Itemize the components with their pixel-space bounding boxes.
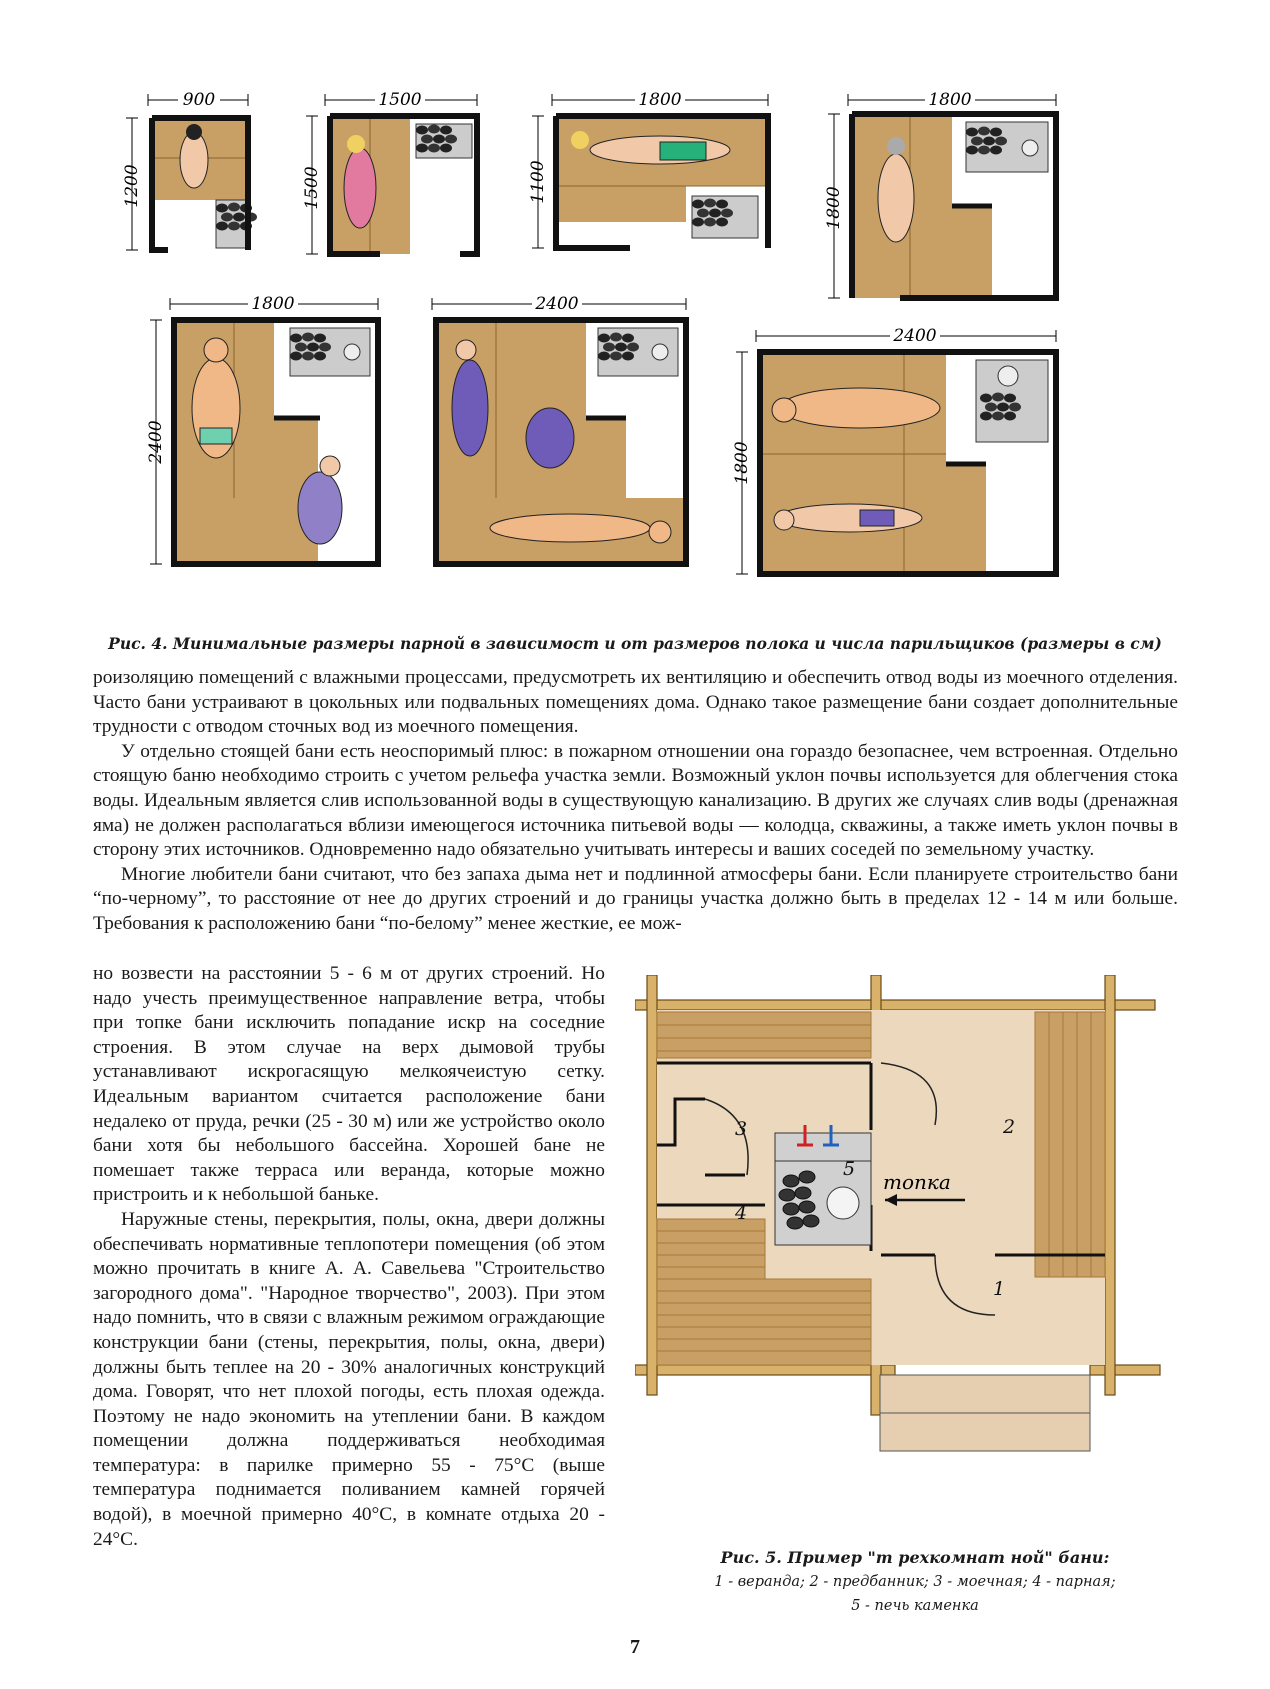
figure-5-caption-line2: 5 - печь каменка <box>851 1598 979 1614</box>
plan-1800x1800 <box>824 90 1056 298</box>
figure-5-caption <box>655 1546 1175 1618</box>
dim-900: 900 <box>182 90 216 110</box>
plan-1500x1500 <box>302 90 478 254</box>
dim-1100: 1100 <box>528 160 548 204</box>
paragraph-4: но возвести на расстоянии 5 - 6 м от других строений. Но надо учесть преимущественное направление ветра, чтобы при топке бани исключить попадание искр на соседние строения. В этом случае на верх дымовой трубы устанавливают искрогасящую мелкоячеистую сетку. Идеальным вариантом считается расположение бани недалеко от пруда, речки (25 - 30 м) или же устройство около бани хотя бы небольшого бассейна. Хорошей бане не помешает также терраса или веранда, которые можно пристроить и к небольшой баньке. <box>93 963 605 1206</box>
label-room-2: 2 <box>1003 1116 1016 1138</box>
dim-1800-e: 1800 <box>732 441 752 485</box>
plan-2400-two-people <box>432 294 686 564</box>
label-room-5: 5 <box>843 1158 856 1180</box>
label-stoke: топка <box>883 1170 951 1194</box>
paragraph-5: Наружные стены, перекрытия, полы, окна, двери должны обеспечивать нормативные теплопотери помещения (об этом можно прочитать в книге А. А. Савельева "Строительство загородного дома". "Народное творчество", 2003). При этом надо помнить, что в связи с влажным режимом ограждающие конструкции бани (стены, перекрытия, полы, окна, двери) должны быть теплее на 20 - 30% аналогичных конструкций дома. Говорят, что нет плохой погоды, есть плохая одежда. Поэтому не надо экономить на утеплении бани. В каждом помещении должна поддерживаться необходимая температура: в парилке примерно 55 - 75°С (выше температура поднимается поливанием камней горячей водой), в моечной примерно 40°С, в комнате отдыха 20 - 24°С. <box>93 1208 605 1550</box>
dim-2400-a: 2400 <box>146 420 166 464</box>
label-room-1: 1 <box>993 1278 1006 1300</box>
figure-5-caption-line1: 1 - веранда; 2 - предбанник; 3 - моечная; 4 - парная; <box>714 1574 1116 1590</box>
dim-1800-c: 1800 <box>824 186 844 230</box>
label-room-4: 4 <box>735 1202 748 1224</box>
figure-4 <box>120 88 1160 628</box>
dim-1200: 1200 <box>122 164 142 208</box>
paragraph-2: У отдельно стоящей бани есть неоспоримый плюс: в пожарном отношении она гораздо безопаснее, чем встроенная. Отдельно стоящую баню необходимо строить с учетом рельефа участка земли. Возможный уклон почвы используется для облегчения стока воды. Идеальным является слив использованной воды в существующую канализацию. В других же случаях слив воды (дренажная яма) не должен располагаться вблизи имеющегося источника питьевой воды — колодца, скважины, а также иметь уклон почвы в сторону этих источников. Одновременно надо обязательно учитывать интересы и ваших соседей по земельному участку. <box>93 740 1178 861</box>
plan-1800x2400 <box>146 294 378 564</box>
dim-1800-b: 1800 <box>928 90 972 110</box>
dim-2400-c: 2400 <box>893 326 937 346</box>
paragraph-1: роизоляцию помещений с влажными процессами, предусмотреть их вентиляцию и обеспечить отвод воды из моечного отделения. Часто бани устраивают в цокольных или подвальных помещениях дома. Однако такое размещение бани создает дополнительные трудности с отводом сточных вод из моечного помещения. <box>93 667 1178 738</box>
body-text-column <box>93 962 605 1552</box>
dim-1500-h: 1500 <box>302 166 322 210</box>
paragraph-3: Многие любители бани считают, что без запаха дыма нет и подлинной атмосферы бани. Если планируете строительство бани “по-черному”, то расстояние от нее до других строений и до границы участка должно быть в пределах 12 - 14 м или больше. Требования к расположению бани “по-белому” менее жесткие, ее мож- <box>93 863 1178 934</box>
dim-2400-b: 2400 <box>535 294 579 314</box>
dim-1500-w: 1500 <box>378 90 422 110</box>
plan-900x1200 <box>122 90 257 250</box>
body-text-full <box>93 666 1178 937</box>
figure-4-caption: Рис. 4. Минимальные размеры парной в зависимост и от размеров полока и числа парильщиков (размеры в см) <box>108 634 1162 653</box>
plan-1800x1100 <box>528 90 768 248</box>
dim-1800-a: 1800 <box>638 90 682 110</box>
figure-5-floor-plan <box>635 975 1175 1515</box>
dim-1800-d: 1800 <box>251 294 295 314</box>
label-room-3: 3 <box>735 1118 748 1140</box>
plan-2400x1800 <box>732 326 1056 574</box>
figure-5-caption-title: Рис. 5. Пример "т рехкомнат ной" бани: <box>720 1548 1110 1567</box>
page-number: 7 <box>630 1636 640 1658</box>
